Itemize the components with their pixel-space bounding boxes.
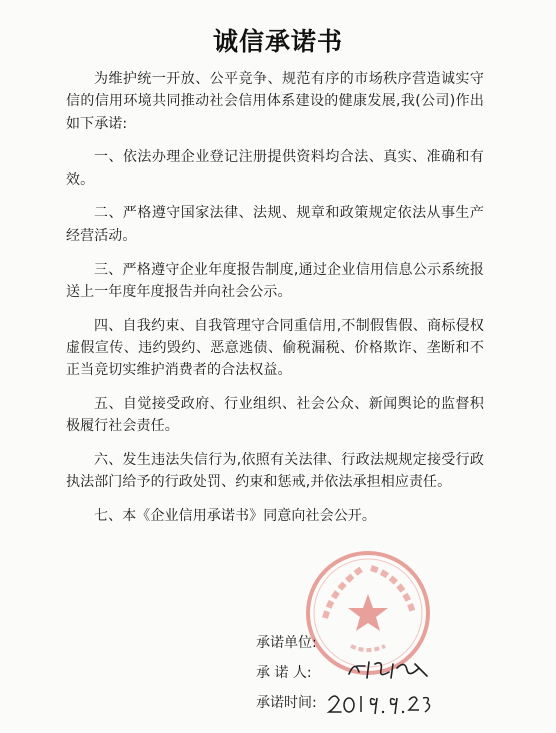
handwritten-date	[325, 690, 435, 718]
person-label: 承 诺 人:	[256, 665, 312, 681]
signature-block	[256, 628, 317, 718]
paragraph-7: 七、本《企业信用承诺书》同意向社会公开。	[94, 508, 376, 525]
unit-label: 承诺单位:	[256, 635, 317, 651]
paragraph-1: 一、依法办理企业登记注册提供资料均合法、真实、准确和有效。	[66, 149, 484, 188]
document-title: 诚信承诺书	[212, 27, 343, 56]
paragraph-intro: 为维护统一开放、公平竞争、规范有序的市场秩序营造诚实守信的信用环境共同推动社会信用体系建设的健康发展,我(公司)作出如下承诺:	[66, 71, 484, 132]
signature-unit-row	[256, 628, 317, 658]
document-body	[66, 68, 484, 539]
paragraph-6: 六、发生违法失信行为,依照有关法律、行政法规规定接受行政执法部门给予的行政处罚、约束和惩戒,并依法承担相应责任。	[66, 452, 484, 491]
paragraph-4: 四、自我约束、自我管理守合同重信用,不制假售假、商标侵权虚假宣传、违约毁约、恶意逃债、偷税漏税、价格欺诈、垄断和不正当竞切实维护消费者的合法权益。	[66, 317, 484, 379]
paragraph-2: 二、严格遵守国家法律、法规、规章和政策规定依法从事生产经营活动。	[66, 205, 484, 244]
signature-person-row	[256, 658, 317, 688]
paragraph-3: 三、严格遵守企业年度报告制度,通过企业信用信息公示系统报送上一年度年度报告并向社会公示。	[66, 261, 484, 300]
paragraph-5: 五、自觉接受政府、行业组织、社会公众、新闻舆论的监督积极履行社会责任。	[66, 396, 484, 435]
date-label: 承诺时间:	[256, 695, 317, 711]
handwritten-signature	[345, 658, 435, 680]
signature-date-row	[256, 688, 317, 718]
